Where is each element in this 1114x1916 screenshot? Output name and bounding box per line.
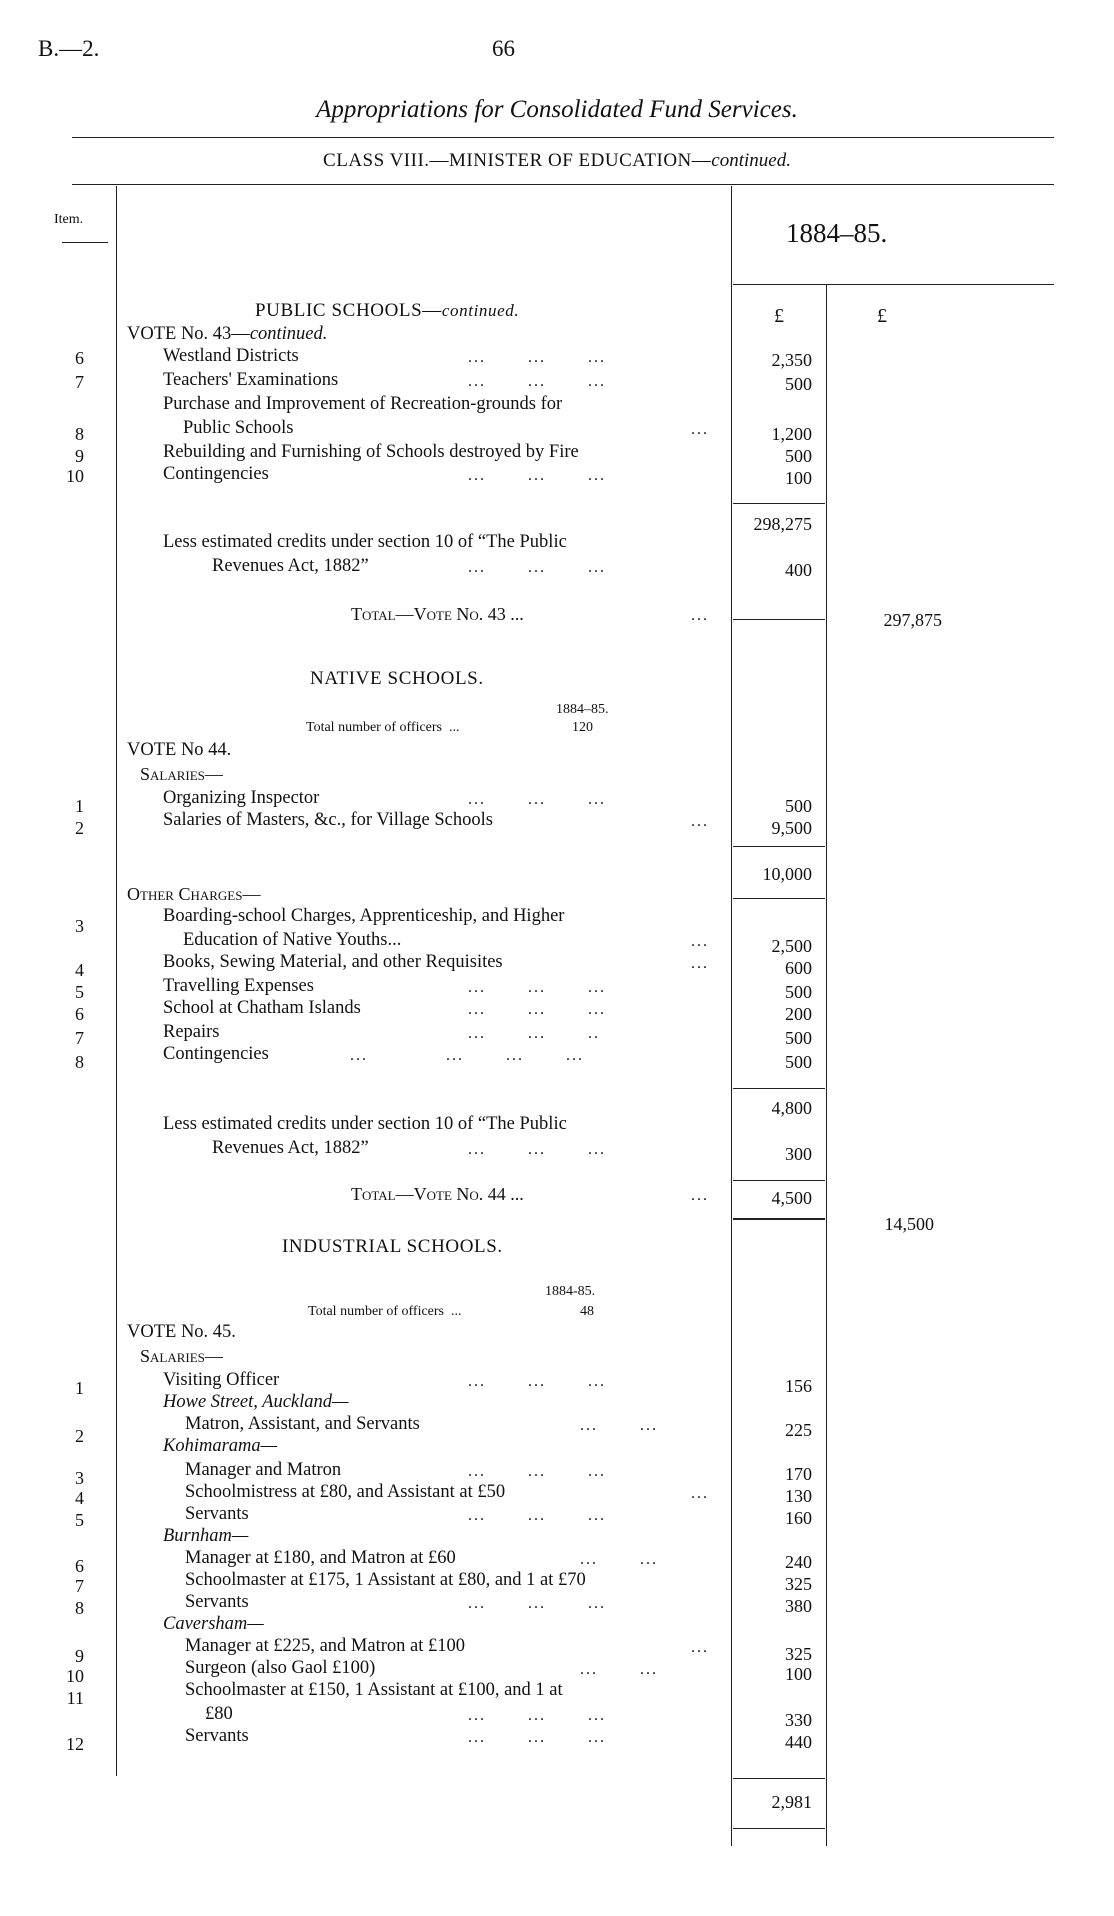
item-number: 2 xyxy=(75,818,84,838)
item-amount: 500 xyxy=(785,374,812,394)
item-number: 9 xyxy=(75,1646,84,1666)
item-label-continued: Public Schools xyxy=(183,418,294,438)
less-credits-amount: 400 xyxy=(785,560,812,580)
item-amount: 2,350 xyxy=(771,350,812,370)
item-amount: 440 xyxy=(785,1732,812,1752)
item-amount: 500 xyxy=(785,796,812,816)
item-amount: 100 xyxy=(785,468,812,488)
native-salaries-label: Salaries— xyxy=(140,764,223,784)
item-number: 9 xyxy=(75,446,84,466)
item-amount: 130 xyxy=(785,1486,812,1506)
item-label: Rebuilding and Furnishing of Schools destroyed by Fire xyxy=(163,442,579,462)
item-label: Manager and Matron xyxy=(185,1460,342,1480)
item-label: Travelling Expenses xyxy=(163,976,314,996)
item-label: Teachers' Examinations xyxy=(163,370,339,390)
less-credits-line1: Less estimated credits under section 10 of “The Public xyxy=(163,1114,567,1134)
leader-dots: ... xyxy=(691,607,709,624)
less-credits-line1: Less estimated credits under section 10 of “The Public xyxy=(163,532,567,552)
item-label: Contingencies xyxy=(163,464,269,484)
industrial-schools-heading: INDUSTRIAL SCHOOLS. xyxy=(282,1236,503,1257)
vote-43-heading: VOTE No. 43—continued. xyxy=(127,324,328,344)
title-rule xyxy=(72,137,1054,138)
leader-dots: ... ... ... xyxy=(468,1141,606,1158)
leader-dots: ... ... ... xyxy=(468,1507,606,1524)
subtotal-rule xyxy=(733,846,825,847)
industrial-officers-label: Total number of officers ... xyxy=(308,1304,462,1319)
institution-heading: Caversham— xyxy=(163,1614,264,1634)
item-label: Visiting Officer xyxy=(163,1370,280,1390)
item-amount: 160 xyxy=(785,1508,812,1528)
item-number: 8 xyxy=(75,1052,84,1072)
leader-dots: ... ... ... xyxy=(468,467,606,484)
leader-dots: ... ... ... xyxy=(468,349,606,366)
vote-43-total: 297,875 xyxy=(883,610,942,630)
item-number: 8 xyxy=(75,424,84,444)
item-amount: 380 xyxy=(785,1596,812,1616)
item-label: Repairs xyxy=(163,1022,220,1042)
item-label: Surgeon (also Gaol £100) xyxy=(185,1658,376,1678)
item-label: Purchase and Improvement of Recreation-grounds for xyxy=(163,394,563,414)
item-number: 11 xyxy=(66,1688,84,1708)
item-number: 2 xyxy=(75,1426,84,1446)
public-schools-heading: PUBLIC SCHOOLS—continued. xyxy=(255,300,520,321)
page-number: 66 xyxy=(492,36,515,61)
leader-dots: ... ... ... xyxy=(468,791,606,808)
item-label: Servants xyxy=(185,1726,249,1746)
total-column-divider xyxy=(826,284,827,1846)
item-number: 7 xyxy=(75,372,84,392)
item-amount: 170 xyxy=(785,1464,812,1484)
leader-dots: ... xyxy=(691,1187,709,1204)
native-other-charges-label: Other Charges— xyxy=(127,884,261,904)
item-number: 10 xyxy=(66,1666,84,1686)
vote-44-total-label: Total—Vote No. 44 ... xyxy=(351,1184,524,1204)
vote-45-subtotal: 2,981 xyxy=(771,1792,812,1812)
less-credits-line2: Revenues Act, 1882” xyxy=(212,1138,369,1158)
item-label: Manager at £180, and Matron at £60 xyxy=(185,1548,456,1568)
item-amount: 325 xyxy=(785,1574,812,1594)
item-number: 4 xyxy=(75,1488,84,1508)
amount-column-divider xyxy=(731,186,732,1846)
item-amount: 330 xyxy=(785,1710,812,1730)
institution-heading: Burnham— xyxy=(163,1526,249,1546)
leader-dots: ... ... ... xyxy=(468,1373,606,1390)
item-label: Schoolmistress at £80, and Assistant at £50 xyxy=(185,1482,506,1502)
item-number: 4 xyxy=(75,960,84,980)
leader-dots: ... ... xyxy=(580,1417,658,1434)
industrial-officers-count: 48 xyxy=(580,1304,594,1319)
item-label-continued: £80 xyxy=(205,1704,233,1724)
page-title: Appropriations for Consolidated Fund Services. xyxy=(316,96,798,123)
item-amount: 500 xyxy=(785,1052,812,1072)
leader-dots: ... ... .. xyxy=(468,1025,600,1042)
item-label: Matron, Assistant, and Servants xyxy=(185,1414,420,1434)
pound-sign-amount: £ xyxy=(774,305,784,327)
institution-heading: Kohimarama— xyxy=(163,1436,278,1456)
leader-dots: ... ... ... xyxy=(468,1595,606,1612)
native-salaries-total: 10,000 xyxy=(762,864,812,884)
leader-dots: ... ... ... xyxy=(468,1463,606,1480)
item-number: 6 xyxy=(75,348,84,368)
item-number: 10 xyxy=(66,466,84,486)
item-amount: 325 xyxy=(785,1644,812,1664)
item-amount: 100 xyxy=(785,1664,812,1684)
item-number: 7 xyxy=(75,1028,84,1048)
leader-dots: ... ... xyxy=(580,1661,658,1678)
total-rule xyxy=(733,619,825,620)
leader-dots: ... xyxy=(691,933,709,950)
item-label: Schoolmaster at £175, 1 Assistant at £80, and 1 at £70 xyxy=(185,1570,586,1590)
item-number: 3 xyxy=(75,1468,84,1488)
item-amount: 200 xyxy=(785,1004,812,1024)
vote-45-heading: VOTE No. 45. xyxy=(127,1322,236,1342)
native-schools-heading: NATIVE SCHOOLS. xyxy=(310,668,484,689)
vote-43-total-label: Total—Vote No. 43 ... xyxy=(351,604,524,624)
item-amount: 2,500 xyxy=(771,936,812,956)
native-officers-count: 120 xyxy=(572,720,593,735)
leader-dots: ... ... ... ... xyxy=(350,1047,584,1064)
item-label: Servants xyxy=(185,1504,249,1524)
item-label: Manager at £225, and Matron at £100 xyxy=(185,1636,465,1656)
item-number: 3 xyxy=(75,916,84,936)
item-amount: 600 xyxy=(785,958,812,978)
item-amount: 500 xyxy=(785,446,812,466)
item-column-header: Item. xyxy=(54,212,84,227)
subtotal-rule xyxy=(733,1088,825,1089)
item-label: Westland Districts xyxy=(163,346,299,366)
industrial-officers-year: 1884-85. xyxy=(545,1284,596,1299)
document-reference: B.—2. xyxy=(38,36,100,61)
leader-dots: ... xyxy=(691,1485,709,1502)
pound-sign-total: £ xyxy=(877,305,887,327)
item-amount: 240 xyxy=(785,1552,812,1572)
native-officers-label: Total number of officers ... xyxy=(306,720,460,735)
item-number: 6 xyxy=(75,1556,84,1576)
item-amount: 225 xyxy=(785,1420,812,1440)
leader-dots: ... ... xyxy=(580,1551,658,1568)
industrial-salaries-label: Salaries— xyxy=(140,1346,223,1366)
item-number: 6 xyxy=(75,1004,84,1024)
item-label: Boarding-school Charges, Apprenticeship, and Higher xyxy=(163,906,565,926)
native-officers-year: 1884–85. xyxy=(556,702,609,717)
item-amount: 500 xyxy=(785,982,812,1002)
item-number: 7 xyxy=(75,1576,84,1596)
item-amount: 9,500 xyxy=(771,818,812,838)
item-label: Schoolmaster at £150, 1 Assistant at £100, and 1 at xyxy=(185,1680,563,1700)
leader-dots: ... ... ... xyxy=(468,979,606,996)
leader-dots: ... ... ... xyxy=(468,1729,606,1746)
native-other-total: 4,800 xyxy=(771,1098,812,1118)
subtotal-rule xyxy=(733,1180,825,1181)
item-number: 12 xyxy=(66,1734,84,1754)
year-header-rule xyxy=(733,284,1054,285)
item-amount: 156 xyxy=(785,1376,812,1396)
item-header-rule xyxy=(62,242,108,243)
total-rule xyxy=(733,1218,825,1220)
leader-dots: ... xyxy=(691,813,709,830)
subtotal-rule xyxy=(733,1778,825,1779)
bottom-rule xyxy=(733,1828,825,1829)
item-number: 8 xyxy=(75,1598,84,1618)
leader-dots: ... xyxy=(691,955,709,972)
item-column-divider xyxy=(116,186,117,1776)
vote-43-subtotal: 298,275 xyxy=(753,514,812,534)
class-heading: CLASS VIII.—MINISTER OF EDUCATION—continued. xyxy=(323,150,791,171)
item-number: 5 xyxy=(75,982,84,1002)
item-label: Servants xyxy=(185,1592,249,1612)
header-top-rule xyxy=(72,184,1054,185)
year-column-header: 1884–85. xyxy=(786,218,888,248)
item-amount: 500 xyxy=(785,1028,812,1048)
item-amount: 1,200 xyxy=(771,424,812,444)
leader-dots: ... ... ... xyxy=(468,559,606,576)
less-credits-line2: Revenues Act, 1882” xyxy=(212,556,369,576)
less-credits-amount: 300 xyxy=(785,1144,812,1164)
subtotal-rule xyxy=(733,898,825,899)
item-label-continued: Education of Native Youths... xyxy=(183,930,402,950)
item-label: Organizing Inspector xyxy=(163,788,320,808)
item-label: Contingencies xyxy=(163,1044,269,1064)
item-label: Salaries of Masters, &c., for Village Schools xyxy=(163,810,493,830)
leader-dots: ... ... ... xyxy=(468,1707,606,1724)
leader-dots: ... ... ... xyxy=(468,1001,606,1018)
vote-44-total: 4,500 xyxy=(771,1188,812,1208)
item-number: 5 xyxy=(75,1510,84,1530)
leader-dots: ... ... ... xyxy=(468,373,606,390)
item-label: Books, Sewing Material, and other Requisites xyxy=(163,952,503,972)
item-number: 1 xyxy=(75,796,84,816)
item-label: School at Chatham Islands xyxy=(163,998,361,1018)
subtotal-rule xyxy=(733,503,825,504)
institution-heading: Howe Street, Auckland— xyxy=(163,1392,349,1412)
leader-dots: ... xyxy=(691,1639,709,1656)
vote-44-heading: VOTE No 44. xyxy=(127,740,232,760)
vote-44-grand-total: 14,500 xyxy=(884,1214,934,1234)
item-number: 1 xyxy=(75,1378,84,1398)
leader-dots: ... xyxy=(691,421,709,438)
